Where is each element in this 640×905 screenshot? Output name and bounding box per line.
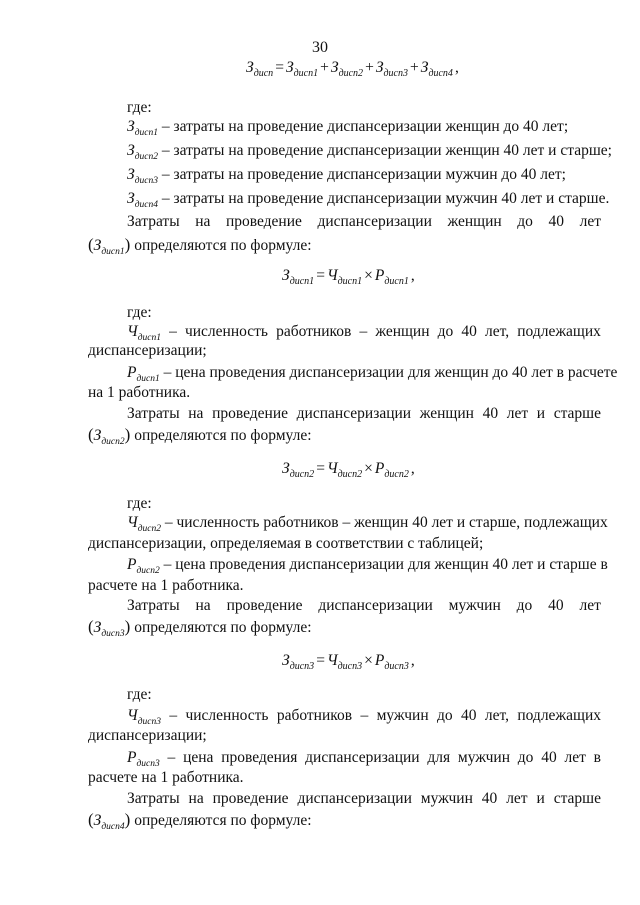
formula-2: $З_{дисп2} = Ч_{дисп2} \times Р_{дисп2}$ , — [282, 460, 415, 480]
definition-symbol: $Ч_{дисп2}$ — [127, 514, 161, 534]
formula-subscript: дисп2 — [338, 68, 364, 79]
definition-continuation: на 1 работника. — [88, 384, 191, 401]
equals-sign: = — [275, 59, 284, 76]
word: 40 — [548, 213, 564, 230]
paragraph-line: $(З_{дисп1})$ определяются по формуле: — [88, 235, 312, 257]
definition-text: – численность работников – женщин 40 лет и старше, подлежащих — [164, 514, 608, 531]
definition-line: $Ч_{дисп1}$ – численность работников – женщин до 40 лет, подлежащих — [127, 322, 601, 348]
where-label: где: — [127, 495, 152, 512]
formula-symbol: З — [420, 59, 429, 76]
paragraph-line — [127, 212, 601, 232]
page-number: 30 — [312, 39, 328, 56]
definition-text: – затраты на проведение диспансеризации мужчин до 40 лет; — [161, 166, 566, 183]
plus-sign: + — [410, 59, 419, 76]
where-label: где: — [127, 686, 152, 703]
paragraph-line: Затраты на проведение диспансеризации мужчин до 40 лет — [127, 597, 601, 614]
formula-symbol: З — [375, 59, 384, 76]
formula-symbol: З — [330, 59, 339, 76]
definition-continuation: диспансеризации; — [88, 342, 207, 359]
paragraph-line: $(З_{дисп3})$ определяются по формуле: — [88, 617, 312, 639]
definition-symbol: $З_{дисп3}$ — [127, 166, 158, 186]
inline-symbol: $З_{дисп2}$ — [93, 427, 125, 447]
definition-continuation: расчете на 1 работника. — [88, 577, 244, 594]
where-label: где: — [127, 99, 152, 116]
definition-symbol: $З_{дисп1}$ — [127, 118, 158, 138]
definition-symbol: $Р_{дисп3}$ — [127, 749, 160, 769]
definition-text: – цена проведения диспансеризации для женщин до 40 лет в расчете — [163, 364, 618, 381]
formula-subscript: дисп4 — [428, 68, 453, 79]
definition-line — [127, 141, 612, 167]
word: Затраты — [127, 213, 180, 230]
formula-subscript: дисп — [253, 68, 274, 79]
definition-continuation: диспансеризации, определяемая в соответствии с таблицей; — [88, 535, 484, 552]
paragraph-line: Затраты на проведение диспансеризации женщин 40 лет и старше — [127, 405, 601, 422]
formula-symbol: З — [246, 59, 254, 76]
paragraph-tail: определяются по формуле: — [134, 812, 312, 829]
definition-symbol: $З_{дисп2}$ — [127, 142, 158, 162]
definition-line: $Р_{дисп3}$ – цена проведения диспансеризации для мужчин до 40 лет в — [127, 748, 601, 774]
definition-text: – затраты на проведение диспансеризации мужчин 40 лет и старше. — [161, 190, 610, 207]
definition-text: – затраты на проведение диспансеризации женщин до 40 лет; — [161, 118, 569, 135]
definition-continuation: расчете на 1 работника. — [88, 769, 244, 786]
definition-symbol: $З_{дисп4}$ — [127, 190, 158, 210]
formula-subscript: дисп3 — [383, 68, 408, 79]
definition-line — [127, 117, 568, 143]
formula-total — [246, 58, 461, 84]
where-label: где: — [127, 304, 152, 321]
definition-text: – затраты на проведение диспансеризации женщин 40 лет и старше; — [161, 142, 612, 159]
plus-sign: + — [365, 59, 374, 76]
definition-continuation: диспансеризации; — [88, 727, 207, 744]
definition-symbol: $Р_{дисп1}$ — [127, 364, 160, 384]
word: женщин — [447, 213, 502, 230]
paragraph-line: Затраты на проведение диспансеризации мужчин 40 лет и старше — [127, 790, 601, 807]
definition-line — [127, 363, 617, 389]
formula-3: $З_{дисп3} = Ч_{дисп3} \times Р_{дисп3}$ , — [282, 652, 415, 672]
word: проведение — [225, 213, 302, 230]
word: до — [517, 213, 533, 230]
plus-sign: + — [320, 59, 329, 76]
definition-symbol: $Ч_{дисп3}$ — [127, 707, 161, 727]
definition-line: $Ч_{дисп3}$ – численность работников – мужчин до 40 лет, подлежащих — [127, 706, 601, 732]
paragraph-line: $(З_{дисп2})$ определяются по формуле: — [88, 425, 312, 447]
definition-line — [127, 165, 566, 191]
paragraph-line: $(З_{дисп4})$ определяются по формуле: — [88, 810, 312, 832]
word: диспансеризации — [317, 213, 432, 230]
definition-symbol: $Ч_{дисп1}$ — [127, 323, 161, 343]
word: на — [195, 213, 211, 230]
definition-text: – цена проведения диспансеризации для женщин 40 лет и старше в — [163, 556, 608, 573]
word: лет — [579, 213, 601, 230]
definition-symbol: $Р_{дисп2}$ — [127, 556, 160, 576]
formula-1: $З_{дисп1} = Ч_{дисп1} \times Р_{дисп1}$ , — [282, 267, 415, 287]
inline-symbol: $З_{дисп3}$ — [93, 619, 125, 639]
inline-symbol: $З_{дисп4}$ — [93, 812, 125, 832]
inline-symbol: $З_{дисп1}$ — [93, 237, 125, 257]
paragraph-tail: определяются по формуле: — [134, 619, 312, 636]
formula-subscript: дисп1 — [293, 68, 319, 79]
paragraph-tail: определяются по формуле: — [134, 427, 312, 444]
comma: , — [454, 59, 459, 76]
paragraph-tail: определяются по формуле: — [134, 237, 312, 254]
formula-symbol: З — [285, 59, 294, 76]
